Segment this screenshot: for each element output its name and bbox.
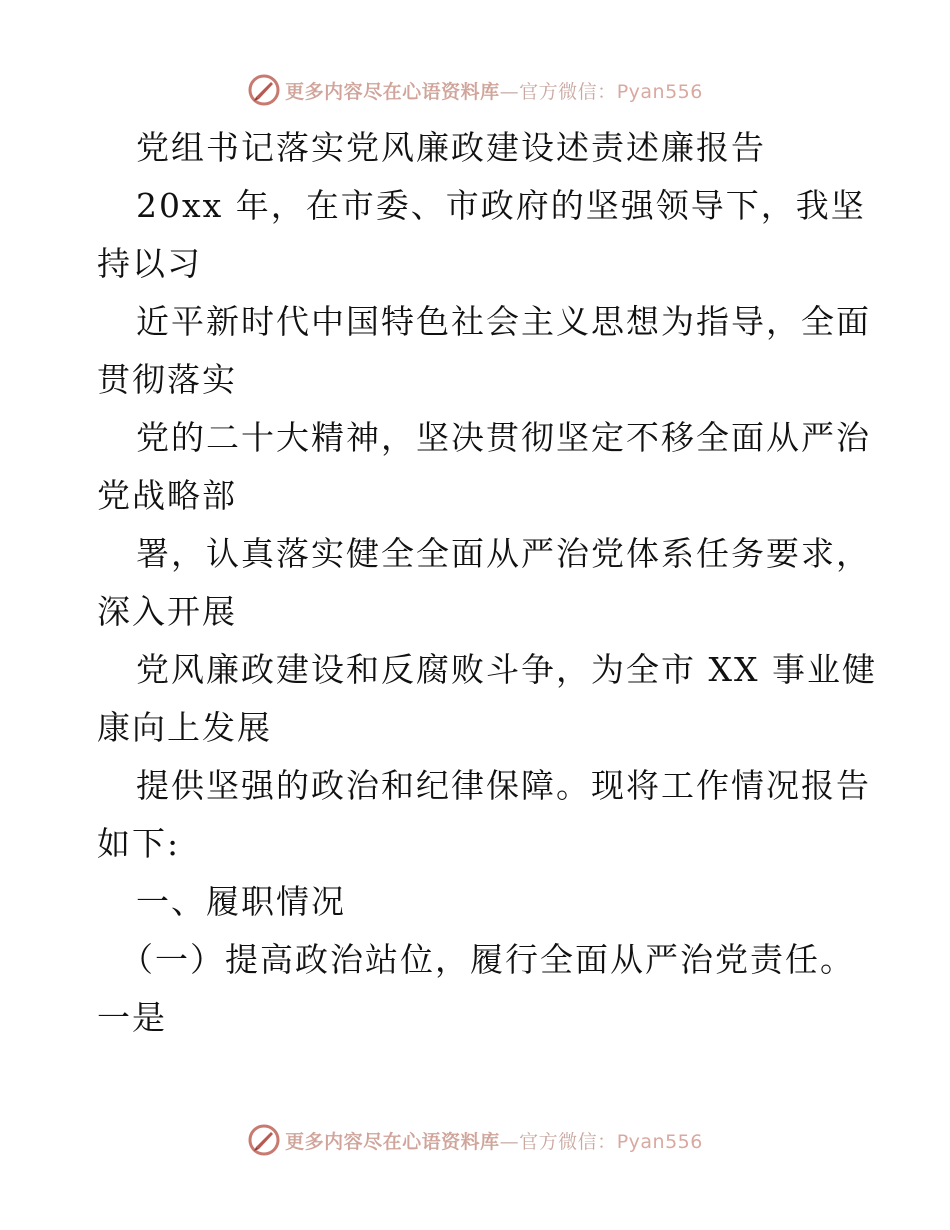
watermark-brand: 更多内容尽在心语资料库	[285, 80, 500, 103]
watermark-text	[285, 1127, 703, 1154]
watermark-handle: Pyan556	[616, 80, 703, 103]
watermark-separator: —	[499, 1130, 520, 1153]
paragraph-line: 提供坚强的政治和纪律保障。现将工作情况报告	[136, 766, 871, 805]
watermark-label: 官方微信：	[519, 1130, 617, 1153]
paragraph-line: 近平新时代中国特色社会主义思想为指导，全面	[136, 302, 871, 341]
paragraph-line: 署，认真落实健全全面从严治党体系任务要求，	[136, 534, 871, 573]
watermark-footer	[0, 1122, 950, 1158]
section-heading: 一、履职情况	[136, 882, 346, 921]
watermark-brand: 更多内容尽在心语资料库	[285, 1130, 500, 1153]
paragraph-line: 党战略部	[97, 476, 237, 515]
paragraph-line: 持以习	[97, 244, 202, 283]
paragraph-line: 20xx 年，在市委、市政府的坚强领导下，我坚	[136, 186, 866, 225]
watermark-handle: Pyan556	[616, 1130, 703, 1153]
paragraph-line: 如下:	[97, 824, 181, 863]
watermark-separator: —	[499, 80, 520, 103]
quill-logo-icon	[247, 1123, 281, 1157]
paragraph-line: 一是	[97, 998, 167, 1037]
paragraph-line: 贯彻落实	[97, 360, 237, 399]
paragraph-line: 深入开展	[97, 592, 237, 631]
paragraph-line: 党风廉政建设和反腐败斗争，为全市 XX 事业健	[136, 650, 877, 689]
subsection-heading: （一）提高政治站位，履行全面从严治党责任。	[120, 940, 855, 979]
paragraph-line: 康向上发展	[97, 708, 272, 747]
document-title: 党组书记落实党风廉政建设述责述廉报告	[136, 128, 766, 167]
watermark-label: 官方微信：	[519, 80, 617, 103]
paragraph-line: 党的二十大精神，坚决贯彻坚定不移全面从严治	[136, 418, 871, 457]
